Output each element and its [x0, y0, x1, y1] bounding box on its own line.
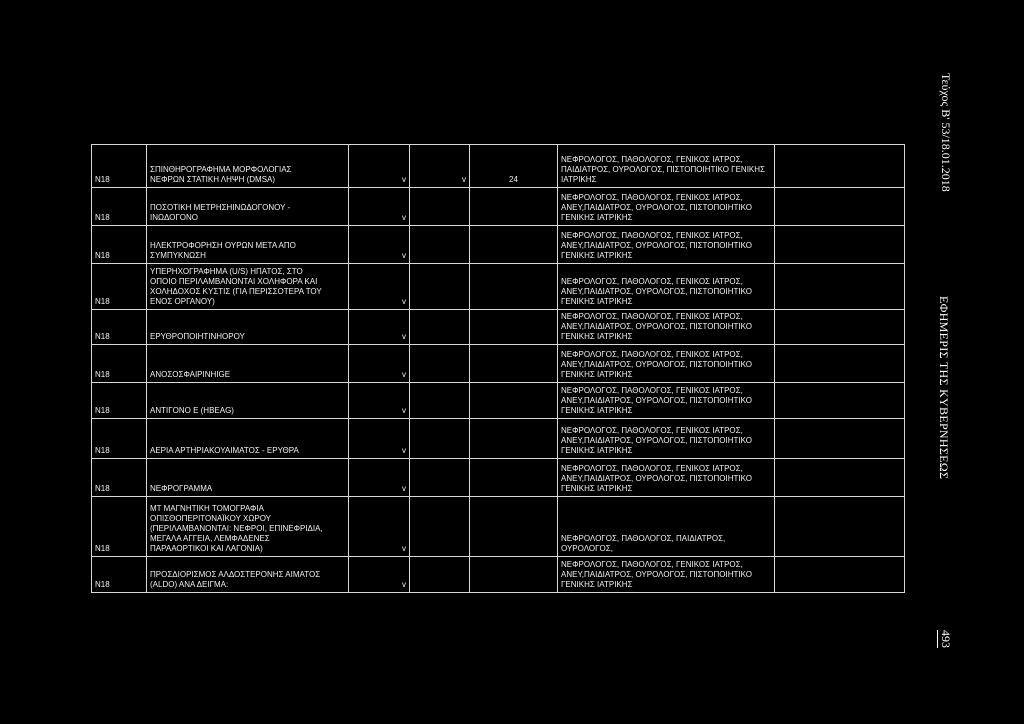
flag-cell-1: v: [349, 557, 410, 593]
flag-cell-1: v: [349, 383, 410, 419]
procedure-name-cell: ΣΠΙΝΘΗΡΟΓΡΑΦΗΜΑ ΜΟΡΦΟΛΟΓΙΑΣ ΝΕΦΡΩΝ ΣΤΑΤΙΚΗ ΛΗΨΗ (DMSA): [147, 145, 349, 188]
flag-cell-2: [410, 226, 470, 264]
table-row: [92, 497, 905, 557]
table-row: [92, 188, 905, 226]
number-cell: 24: [470, 145, 558, 188]
table-row: [92, 226, 905, 264]
flag-cell-1: v: [349, 345, 410, 383]
number-cell: [470, 497, 558, 557]
flag-cell-2: [410, 310, 470, 345]
specialties-cell: ΝΕΦΡΟΛΟΓΟΣ, ΠΑΘΟΛΟΓΟΣ, ΓΕΝΙΚΟΣ ΙΑΤΡΟΣ, ΠΑΙΔΙΑΤΡΟΣ, ΟΥΡΟΛΟΓΟΣ, ΠΙΣΤΟΠΟΙΗΤΙΚΟ ΓΕΝΙΚΗΣ ΙΑΤΡΙΚΗΣ: [558, 145, 775, 188]
newspaper-title: ΕΦΗΜΕΡΙΣ ΤΗΣ ΚΥΒΕΡΝΗΣΕΩΣ: [937, 296, 951, 480]
table-row: [92, 557, 905, 593]
empty-cell: [775, 145, 905, 188]
procedure-name-cell: ΑΝΟΣΟΣΦΑΙΡΙΝΗIGE: [147, 345, 349, 383]
specialties-cell: ΝΕΦΡΟΛΟΓΟΣ, ΠΑΘΟΛΟΓΟΣ, ΠΑΙΔΙΑΤΡΟΣ, ΟΥΡΟΛΟΓΟΣ,: [558, 497, 775, 557]
procedure-name-cell: ΝΕΦΡΟΓΡΑΜΜΑ: [147, 459, 349, 497]
number-cell: [470, 383, 558, 419]
empty-cell: [775, 383, 905, 419]
table-body: [92, 145, 905, 593]
code-cell: N18: [92, 145, 147, 188]
specialties-cell: ΝΕΦΡΟΛΟΓΟΣ, ΠΑΘΟΛΟΓΟΣ, ΓΕΝΙΚΟΣ ΙΑΤΡΟΣ, ΑΝΕΥ,ΠΑΙΔΙΑΤΡΟΣ, ΟΥΡΟΛΟΓΟΣ, ΠΙΣΤΟΠΟΙΗΤΙΚΟ ΓΕΝΙΚΗΣ ΙΑΤΡΙΚΗΣ: [558, 264, 775, 310]
flag-cell-1: v: [349, 459, 410, 497]
flag-cell-1: v: [349, 419, 410, 459]
flag-cell-2: [410, 557, 470, 593]
empty-cell: [775, 419, 905, 459]
procedure-name-cell: ΠΟΣΟΤΙΚΗ ΜΕΤΡΗΣΗΙΝΩΔΟΓΟΝΟΥ - ΙΝΩΔΟΓΟΝΟ: [147, 188, 349, 226]
specialties-cell: ΝΕΦΡΟΛΟΓΟΣ, ΠΑΘΟΛΟΓΟΣ, ΓΕΝΙΚΟΣ ΙΑΤΡΟΣ, ΑΝΕΥ,ΠΑΙΔΙΑΤΡΟΣ, ΟΥΡΟΛΟΓΟΣ, ΠΙΣΤΟΠΟΙΗΤΙΚΟ ΓΕΝΙΚΗΣ ΙΑΤΡΙΚΗΣ: [558, 383, 775, 419]
code-cell: N18: [92, 459, 147, 497]
empty-cell: [775, 310, 905, 345]
flag-cell-2: [410, 497, 470, 557]
number-cell: [470, 226, 558, 264]
page-number: 493: [939, 630, 953, 648]
code-cell: N18: [92, 345, 147, 383]
specialties-cell: ΝΕΦΡΟΛΟΓΟΣ, ΠΑΘΟΛΟΓΟΣ, ΓΕΝΙΚΟΣ ΙΑΤΡΟΣ, ΑΝΕΥ,ΠΑΙΔΙΑΤΡΟΣ, ΟΥΡΟΛΟΓΟΣ, ΠΙΣΤΟΠΟΙΗΤΙΚΟ ΓΕΝΙΚΗΣ ΙΑΤΡΙΚΗΣ: [558, 310, 775, 345]
table-row: [92, 383, 905, 419]
code-cell: N18: [92, 264, 147, 310]
number-cell: [470, 419, 558, 459]
specialties-cell: ΝΕΦΡΟΛΟΓΟΣ, ΠΑΘΟΛΟΓΟΣ, ΓΕΝΙΚΟΣ ΙΑΤΡΟΣ, ΑΝΕΥ,ΠΑΙΔΙΑΤΡΟΣ, ΟΥΡΟΛΟΓΟΣ, ΠΙΣΤΟΠΟΙΗΤΙΚΟ ΓΕΝΙΚΗΣ ΙΑΤΡΙΚΗΣ: [558, 226, 775, 264]
empty-cell: [775, 459, 905, 497]
empty-cell: [775, 497, 905, 557]
empty-cell: [775, 557, 905, 593]
flag-cell-2: [410, 459, 470, 497]
procedure-name-cell: ΑΕΡΙΑ ΑΡΤΗΡΙΑΚΟΥΑΙΜΑΤΟΣ - ΕΡΥΘΡΑ: [147, 419, 349, 459]
flag-cell-1: v: [349, 188, 410, 226]
table-row: [92, 345, 905, 383]
number-cell: [470, 459, 558, 497]
issue-label: Τεύχος Β' 53/18.01.2018: [939, 73, 953, 192]
specialties-cell: ΝΕΦΡΟΛΟΓΟΣ, ΠΑΘΟΛΟΓΟΣ, ΓΕΝΙΚΟΣ ΙΑΤΡΟΣ, ΑΝΕΥ,ΠΑΙΔΙΑΤΡΟΣ, ΟΥΡΟΛΟΓΟΣ, ΠΙΣΤΟΠΟΙΗΤΙΚΟ ΓΕΝΙΚΗΣ ΙΑΤΡΙΚΗΣ: [558, 345, 775, 383]
number-cell: [470, 188, 558, 226]
procedure-name-cell: ΥΠΕΡΗΧΟΓΡΑΦΗΜΑ (U/S) ΗΠΑΤΟΣ, ΣΤΟ ΟΠΟΙΟ ΠΕΡΙΛΑΜΒΑΝΟΝΤΑΙ ΧΟΛΗΦΟΡΑ ΚΑΙ ΧΟΛΗΔΟΧΟΣ ΚΥΣΤΙΣ (ΓΙΑ ΠΕΡΙΣΣΟΤΕΡΑ ΤΟΥ ΕΝΟΣ ΟΡΓΑΝΟΥ): [147, 264, 349, 310]
flag-cell-2: [410, 383, 470, 419]
procedure-name-cell: ΑΝΤΙΓΟΝΟ Ε (HBEAG): [147, 383, 349, 419]
procedure-name-cell: ΠΡΟΣΔΙΟΡΙΣΜΟΣ ΑΛΔΟΣΤΕΡΟΝΗΣ ΑΙΜΑΤΟΣ (ALDO) ΑΝΑ ΔΕΙΓΜΑ:: [147, 557, 349, 593]
code-cell: N18: [92, 419, 147, 459]
code-cell: N18: [92, 310, 147, 345]
flag-cell-1: v: [349, 145, 410, 188]
empty-cell: [775, 226, 905, 264]
number-cell: [470, 345, 558, 383]
code-cell: N18: [92, 383, 147, 419]
flag-cell-1: v: [349, 264, 410, 310]
number-cell: [470, 264, 558, 310]
flag-cell-2: [410, 188, 470, 226]
procedure-name-cell: ΜΤ ΜΑΓΝΗΤΙΚΗ ΤΟΜΟΓΡΑΦΙΑ ΟΠΙΣΘΟΠΕΡΙΤΟΝΑΪΚΟΥ ΧΩΡΟΥ (ΠΕΡΙΛΑΜΒΑΝΟΝΤΑΙ: ΝΕΦΡΟΙ, ΕΠΙΝΕΦΡΙΔΙΑ, ΜΕΓΑΛΑ ΑΓΓΕΙΑ, ΛΕΜΦΑΔΕΝΕΣ ΠΑΡΑΑΟΡΤΙΚΟΙ ΚΑΙ ΛΑΓΟΝΙΑ): [147, 497, 349, 557]
empty-cell: [775, 264, 905, 310]
table-row: [92, 310, 905, 345]
specialties-cell: ΝΕΦΡΟΛΟΓΟΣ, ΠΑΘΟΛΟΓΟΣ, ΓΕΝΙΚΟΣ ΙΑΤΡΟΣ, ΑΝΕΥ,ΠΑΙΔΙΑΤΡΟΣ, ΟΥΡΟΛΟΓΟΣ, ΠΙΣΤΟΠΟΙΗΤΙΚΟ ΓΕΝΙΚΗΣ ΙΑΤΡΙΚΗΣ: [558, 419, 775, 459]
flag-cell-1: v: [349, 310, 410, 345]
empty-cell: [775, 188, 905, 226]
flag-cell-2: [410, 345, 470, 383]
flag-cell-1: v: [349, 226, 410, 264]
table-row: [92, 459, 905, 497]
table-row: [92, 419, 905, 459]
empty-cell: [775, 345, 905, 383]
specialties-cell: ΝΕΦΡΟΛΟΓΟΣ, ΠΑΘΟΛΟΓΟΣ, ΓΕΝΙΚΟΣ ΙΑΤΡΟΣ, ΑΝΕΥ,ΠΑΙΔΙΑΤΡΟΣ, ΟΥΡΟΛΟΓΟΣ, ΠΙΣΤΟΠΟΙΗΤΙΚΟ ΓΕΝΙΚΗΣ ΙΑΤΡΙΚΗΣ: [558, 188, 775, 226]
procedure-name-cell: ΕΡΥΘΡΟΠΟΙΗΤΙΝΗΟΡΟΥ: [147, 310, 349, 345]
table-row: [92, 145, 905, 188]
code-cell: N18: [92, 188, 147, 226]
flag-cell-2: v: [410, 145, 470, 188]
flag-cell-2: [410, 264, 470, 310]
number-cell: [470, 310, 558, 345]
procedure-name-cell: ΗΛΕΚΤΡΟΦΟΡΗΣΗ ΟΥΡΩΝ ΜΕΤΑ ΑΠΟ ΣΥΜΠΥΚΝΩΣΗ: [147, 226, 349, 264]
procedures-table: [91, 144, 905, 593]
flag-cell-1: v: [349, 497, 410, 557]
specialties-cell: ΝΕΦΡΟΛΟΓΟΣ, ΠΑΘΟΛΟΓΟΣ, ΓΕΝΙΚΟΣ ΙΑΤΡΟΣ, ΑΝΕΥ,ΠΑΙΔΙΑΤΡΟΣ, ΟΥΡΟΛΟΓΟΣ, ΠΙΣΤΟΠΟΙΗΤΙΚΟ ΓΕΝΙΚΗΣ ΙΑΤΡΙΚΗΣ: [558, 459, 775, 497]
table-row: [92, 264, 905, 310]
specialties-cell: ΝΕΦΡΟΛΟΓΟΣ, ΠΑΘΟΛΟΓΟΣ, ΓΕΝΙΚΟΣ ΙΑΤΡΟΣ, ΑΝΕΥ,ΠΑΙΔΙΑΤΡΟΣ, ΟΥΡΟΛΟΓΟΣ, ΠΙΣΤΟΠΟΙΗΤΙΚΟ ΓΕΝΙΚΗΣ ΙΑΤΡΙΚΗΣ: [558, 557, 775, 593]
number-cell: [470, 557, 558, 593]
code-cell: N18: [92, 557, 147, 593]
code-cell: N18: [92, 497, 147, 557]
flag-cell-2: [410, 419, 470, 459]
code-cell: N18: [92, 226, 147, 264]
